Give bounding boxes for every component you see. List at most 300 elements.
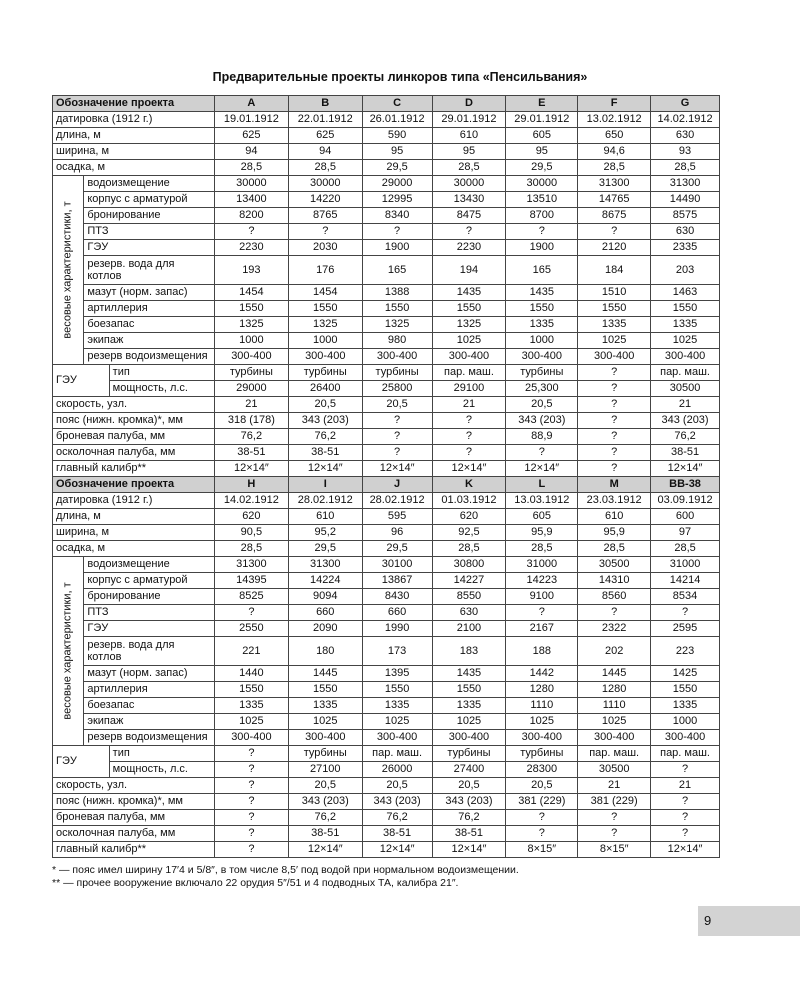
table-cell: 27400 bbox=[432, 762, 506, 778]
table-cell: ? bbox=[432, 224, 506, 240]
table-cell: ? bbox=[432, 429, 506, 445]
table-cell: 29.01.1912 bbox=[432, 112, 506, 128]
weight-row bbox=[53, 682, 720, 698]
table-cell: 27100 bbox=[288, 762, 362, 778]
table-cell: 90,5 bbox=[214, 525, 288, 541]
row-label: осадка, м bbox=[53, 160, 215, 176]
table-cell: 28,5 bbox=[214, 160, 288, 176]
table-cell: 203 bbox=[651, 256, 720, 285]
table-cell: 14310 bbox=[578, 573, 651, 589]
table-cell: 29,5 bbox=[362, 541, 432, 557]
table-cell: 30000 bbox=[506, 176, 578, 192]
table-row bbox=[53, 461, 720, 477]
table-cell: 600 bbox=[651, 509, 720, 525]
row-label: скорость, узл. bbox=[53, 778, 215, 794]
table-cell: 21 bbox=[651, 397, 720, 413]
table-cell: ? bbox=[578, 413, 651, 429]
table-cell: пар. маш. bbox=[651, 365, 720, 381]
table-cell: турбины bbox=[506, 365, 578, 381]
table-cell: ? bbox=[214, 762, 288, 778]
table-cell: 12995 bbox=[362, 192, 432, 208]
table-cell: 26.01.1912 bbox=[362, 112, 432, 128]
row-label: водоизмещение bbox=[84, 557, 215, 573]
project-code: G bbox=[651, 96, 720, 112]
table-cell: 29000 bbox=[214, 381, 288, 397]
table-cell: ? bbox=[578, 826, 651, 842]
table-cell: ? bbox=[578, 381, 651, 397]
table-cell: 19.01.1912 bbox=[214, 112, 288, 128]
row-label: пояс (нижн. кромка)*, мм bbox=[53, 413, 215, 429]
table-cell: пар. маш. bbox=[362, 746, 432, 762]
table-cell: 1025 bbox=[432, 333, 506, 349]
geu-row bbox=[53, 746, 720, 762]
table-cell: 13430 bbox=[432, 192, 506, 208]
table-cell: 8525 bbox=[214, 589, 288, 605]
table-cell: 12×14″ bbox=[362, 461, 432, 477]
table-cell: 1335 bbox=[651, 317, 720, 333]
table-cell: 1900 bbox=[362, 240, 432, 256]
weight-row bbox=[53, 637, 720, 666]
table-cell: 38-51 bbox=[432, 826, 506, 842]
table-cell: 88,9 bbox=[506, 429, 578, 445]
table-cell: 8675 bbox=[578, 208, 651, 224]
table-cell: 31000 bbox=[651, 557, 720, 573]
table-cell: 76,2 bbox=[651, 429, 720, 445]
table-cell: ? bbox=[578, 445, 651, 461]
table-cell: ? bbox=[506, 445, 578, 461]
table-cell: ? bbox=[214, 842, 288, 858]
table-cell: 605 bbox=[506, 509, 578, 525]
page-number: 9 bbox=[704, 913, 712, 928]
weight-row bbox=[53, 730, 720, 746]
table-cell: 2167 bbox=[506, 621, 578, 637]
header-label: Обозначение проекта bbox=[53, 96, 215, 112]
table-cell: 14220 bbox=[288, 192, 362, 208]
table-cell: 300-400 bbox=[651, 349, 720, 365]
table-row bbox=[53, 397, 720, 413]
geu-group-label: ГЭУ bbox=[53, 746, 110, 778]
table-cell: 31300 bbox=[288, 557, 362, 573]
table-cell: 1000 bbox=[506, 333, 578, 349]
table-cell: 610 bbox=[578, 509, 651, 525]
table-cell: 20,5 bbox=[288, 778, 362, 794]
table-cell: 630 bbox=[651, 128, 720, 144]
row-label: мазут (норм. запас) bbox=[84, 666, 215, 682]
table-cell: 30000 bbox=[214, 176, 288, 192]
table-cell: 95,9 bbox=[578, 525, 651, 541]
table-cell: 38-51 bbox=[214, 445, 288, 461]
table-cell: 202 bbox=[578, 637, 651, 666]
row-label: водоизмещение bbox=[84, 176, 215, 192]
table-cell: пар. маш. bbox=[432, 365, 506, 381]
table-cell: ? bbox=[362, 224, 432, 240]
table-cell: 1335 bbox=[578, 317, 651, 333]
table-cell: 38-51 bbox=[288, 445, 362, 461]
table-cell: ? bbox=[214, 810, 288, 826]
row-label: пояс (нижн. кромка)*, мм bbox=[53, 794, 215, 810]
header-row bbox=[53, 477, 720, 493]
table-cell: 14.02.1912 bbox=[214, 493, 288, 509]
row-label: ширина, м bbox=[53, 525, 215, 541]
table-cell: 12×14″ bbox=[214, 461, 288, 477]
table-cell: 14490 bbox=[651, 192, 720, 208]
table-cell: 980 bbox=[362, 333, 432, 349]
table-cell: 29000 bbox=[362, 176, 432, 192]
table-cell: 30500 bbox=[578, 762, 651, 778]
weight-row bbox=[53, 589, 720, 605]
table-cell: 23.03.1912 bbox=[578, 493, 651, 509]
row-label: резерв. вода для котлов bbox=[84, 256, 215, 285]
table-cell: 176 bbox=[288, 256, 362, 285]
table-cell: 180 bbox=[288, 637, 362, 666]
table-cell: 1550 bbox=[651, 682, 720, 698]
row-label: бронирование bbox=[84, 589, 215, 605]
table-cell: 1550 bbox=[578, 301, 651, 317]
table-cell: 1550 bbox=[214, 682, 288, 698]
table-cell: 1325 bbox=[288, 317, 362, 333]
table-row bbox=[53, 810, 720, 826]
table-cell: ? bbox=[578, 810, 651, 826]
table-cell: ? bbox=[578, 224, 651, 240]
table-cell: 30100 bbox=[362, 557, 432, 573]
weight-row bbox=[53, 333, 720, 349]
table-cell: 28,5 bbox=[578, 160, 651, 176]
table-cell: ? bbox=[214, 605, 288, 621]
table-cell: 1550 bbox=[214, 301, 288, 317]
row-label: главный калибр** bbox=[53, 461, 215, 477]
table-cell: 2335 bbox=[651, 240, 720, 256]
row-label: артиллерия bbox=[84, 682, 215, 698]
table-cell: 300-400 bbox=[506, 349, 578, 365]
weight-row bbox=[53, 240, 720, 256]
table-cell: 28,5 bbox=[651, 160, 720, 176]
table-cell: турбины bbox=[432, 746, 506, 762]
table-cell: ? bbox=[651, 605, 720, 621]
table-cell: 12×14″ bbox=[432, 461, 506, 477]
table-cell: 620 bbox=[214, 509, 288, 525]
weight-row bbox=[53, 285, 720, 301]
table-row bbox=[53, 128, 720, 144]
row-label: скорость, узл. bbox=[53, 397, 215, 413]
table-cell: 1440 bbox=[214, 666, 288, 682]
table-cell: 30000 bbox=[288, 176, 362, 192]
table-cell: 1445 bbox=[578, 666, 651, 682]
row-label: ПТЗ bbox=[84, 605, 215, 621]
table-cell: 8×15″ bbox=[578, 842, 651, 858]
table-cell: 14.02.1912 bbox=[651, 112, 720, 128]
table-cell: 1435 bbox=[432, 285, 506, 301]
row-label: резерв водоизмещения bbox=[84, 730, 215, 746]
table-cell: 21 bbox=[432, 397, 506, 413]
table-cell: 183 bbox=[432, 637, 506, 666]
table-cell: 12×14″ bbox=[651, 842, 720, 858]
table-cell: 1395 bbox=[362, 666, 432, 682]
table-cell: ? bbox=[578, 365, 651, 381]
row-label: ширина, м bbox=[53, 144, 215, 160]
table-cell: 590 bbox=[362, 128, 432, 144]
table-cell: 1435 bbox=[506, 285, 578, 301]
table-cell: ? bbox=[362, 429, 432, 445]
table-cell: ? bbox=[214, 746, 288, 762]
table-cell: 28,5 bbox=[506, 541, 578, 557]
table-cell: 1442 bbox=[506, 666, 578, 682]
row-label: бронирование bbox=[84, 208, 215, 224]
geu-row bbox=[53, 365, 720, 381]
row-label: осколочная палуба, мм bbox=[53, 445, 215, 461]
row-label: броневая палуба, мм bbox=[53, 429, 215, 445]
table-cell: 1550 bbox=[362, 682, 432, 698]
geu-row bbox=[53, 762, 720, 778]
table-cell: 12×14″ bbox=[288, 461, 362, 477]
weight-row bbox=[53, 666, 720, 682]
table-cell: 1000 bbox=[288, 333, 362, 349]
table-cell: 12×14″ bbox=[362, 842, 432, 858]
table-cell: 8340 bbox=[362, 208, 432, 224]
table-cell: 1335 bbox=[506, 317, 578, 333]
table-row bbox=[53, 842, 720, 858]
table-cell: 300-400 bbox=[288, 349, 362, 365]
table-cell: 38-51 bbox=[288, 826, 362, 842]
table-cell: 8550 bbox=[432, 589, 506, 605]
table-row bbox=[53, 541, 720, 557]
table-cell: 630 bbox=[432, 605, 506, 621]
table-cell: ? bbox=[432, 445, 506, 461]
table-row bbox=[53, 112, 720, 128]
table-cell: 1990 bbox=[362, 621, 432, 637]
table-cell: 1900 bbox=[506, 240, 578, 256]
table-cell: 01.03.1912 bbox=[432, 493, 506, 509]
table-cell: 20,5 bbox=[288, 397, 362, 413]
table-cell: ? bbox=[578, 605, 651, 621]
row-label: длина, м bbox=[53, 128, 215, 144]
table-cell: 94 bbox=[214, 144, 288, 160]
row-label: корпус с арматурой bbox=[84, 573, 215, 589]
table-cell: 9100 bbox=[506, 589, 578, 605]
weights-group-label bbox=[53, 557, 84, 746]
row-label: боезапас bbox=[84, 317, 215, 333]
table-cell: 1425 bbox=[651, 666, 720, 682]
project-code: L bbox=[506, 477, 578, 493]
project-code: M bbox=[578, 477, 651, 493]
row-label: датировка (1912 г.) bbox=[53, 493, 215, 509]
table-cell: 20,5 bbox=[362, 778, 432, 794]
table-cell: 1335 bbox=[288, 698, 362, 714]
table-cell: 660 bbox=[362, 605, 432, 621]
table-cell: ? bbox=[288, 224, 362, 240]
table-cell: 2595 bbox=[651, 621, 720, 637]
table-cell: 2100 bbox=[432, 621, 506, 637]
weight-row bbox=[53, 349, 720, 365]
table-cell: 1550 bbox=[288, 682, 362, 698]
table-cell: 1550 bbox=[651, 301, 720, 317]
table-cell: ? bbox=[214, 778, 288, 794]
table-cell: 29,5 bbox=[288, 541, 362, 557]
table-cell: 300-400 bbox=[214, 730, 288, 746]
project-code: BB-38 bbox=[651, 477, 720, 493]
table-cell: турбины bbox=[288, 746, 362, 762]
table-cell: ? bbox=[651, 762, 720, 778]
footnote-2: ** — прочее вооружение включало 22 орудия 5″/51 и 4 подводных ТА, калибра 21″. bbox=[52, 877, 459, 889]
table-cell: 92,5 bbox=[432, 525, 506, 541]
table-cell: 188 bbox=[506, 637, 578, 666]
table-cell: 194 bbox=[432, 256, 506, 285]
table-cell: 95 bbox=[506, 144, 578, 160]
weight-row bbox=[53, 176, 720, 192]
weight-row bbox=[53, 256, 720, 285]
table-cell: 1454 bbox=[214, 285, 288, 301]
table-cell: ? bbox=[651, 810, 720, 826]
table-cell: 28,5 bbox=[578, 541, 651, 557]
table-cell: 9094 bbox=[288, 589, 362, 605]
table-cell: 2230 bbox=[214, 240, 288, 256]
table-cell: 1325 bbox=[432, 317, 506, 333]
table-cell: 2322 bbox=[578, 621, 651, 637]
table-cell: 14224 bbox=[288, 573, 362, 589]
table-cell: 165 bbox=[506, 256, 578, 285]
table-cell: 21 bbox=[578, 778, 651, 794]
table-cell: 93 bbox=[651, 144, 720, 160]
vertical-label: весовые характеристики, т bbox=[61, 582, 74, 720]
table-row bbox=[53, 794, 720, 810]
row-label: резерв водоизмещения bbox=[84, 349, 215, 365]
row-label: экипаж bbox=[84, 714, 215, 730]
table-cell: 605 bbox=[506, 128, 578, 144]
table-cell: 28,5 bbox=[651, 541, 720, 557]
table-cell: 1025 bbox=[506, 714, 578, 730]
table-cell: 28,5 bbox=[214, 541, 288, 557]
row-label: экипаж bbox=[84, 333, 215, 349]
table-cell: ? bbox=[362, 413, 432, 429]
table-cell: 1025 bbox=[362, 714, 432, 730]
table-cell: 1025 bbox=[578, 333, 651, 349]
table-cell: 300-400 bbox=[432, 730, 506, 746]
table-cell: 620 bbox=[432, 509, 506, 525]
footnote-1: * — пояс имел ширину 17′4 и 5/8″, в том числе 8,5′ под водой при нормальном водоизмещении. bbox=[52, 864, 519, 876]
table-row bbox=[53, 493, 720, 509]
row-label: корпус с арматурой bbox=[84, 192, 215, 208]
table-cell: турбины bbox=[506, 746, 578, 762]
table-cell: 8200 bbox=[214, 208, 288, 224]
table-cell: 94,6 bbox=[578, 144, 651, 160]
table-cell: 25,300 bbox=[506, 381, 578, 397]
weight-row bbox=[53, 317, 720, 333]
table-cell: 8575 bbox=[651, 208, 720, 224]
table-cell: 76,2 bbox=[288, 810, 362, 826]
table-cell: ? bbox=[214, 794, 288, 810]
row-label: тип bbox=[109, 365, 214, 381]
table-cell: 1510 bbox=[578, 285, 651, 301]
table-cell: 76,2 bbox=[214, 429, 288, 445]
table-cell: 12×14″ bbox=[506, 461, 578, 477]
table-cell: 1025 bbox=[651, 333, 720, 349]
table-cell: 28300 bbox=[506, 762, 578, 778]
project-code: E bbox=[506, 96, 578, 112]
table-cell: 625 bbox=[288, 128, 362, 144]
table-cell: 13400 bbox=[214, 192, 288, 208]
weight-row bbox=[53, 605, 720, 621]
table-cell: 610 bbox=[432, 128, 506, 144]
footnotes bbox=[52, 864, 519, 890]
table-title: Предварительные проекты линкоров типа «Пенсильвания» bbox=[212, 70, 588, 84]
table-cell: 343 (203) bbox=[432, 794, 506, 810]
table-cell: 300-400 bbox=[578, 730, 651, 746]
table-cell: 1335 bbox=[432, 698, 506, 714]
table-cell: 28.02.1912 bbox=[362, 493, 432, 509]
table-cell: 94 bbox=[288, 144, 362, 160]
row-label: тип bbox=[109, 746, 214, 762]
table-cell: 165 bbox=[362, 256, 432, 285]
table-cell: 21 bbox=[651, 778, 720, 794]
table-cell: 8765 bbox=[288, 208, 362, 224]
table-cell: 2550 bbox=[214, 621, 288, 637]
table-cell: 343 (203) bbox=[651, 413, 720, 429]
table-cell: 343 (203) bbox=[288, 794, 362, 810]
row-label: мощность, л.с. bbox=[109, 762, 214, 778]
table-cell: 14765 bbox=[578, 192, 651, 208]
table-cell: 343 (203) bbox=[506, 413, 578, 429]
table-cell: 38-51 bbox=[362, 826, 432, 842]
table-cell: 2090 bbox=[288, 621, 362, 637]
table-cell: ? bbox=[578, 429, 651, 445]
project-code: D bbox=[432, 96, 506, 112]
table-cell: 12×14″ bbox=[288, 842, 362, 858]
row-label: осадка, м bbox=[53, 541, 215, 557]
project-code: A bbox=[214, 96, 288, 112]
table-cell: 1388 bbox=[362, 285, 432, 301]
table-cell: 1454 bbox=[288, 285, 362, 301]
project-code: I bbox=[288, 477, 362, 493]
table-cell: 1280 bbox=[506, 682, 578, 698]
table-cell: 300-400 bbox=[651, 730, 720, 746]
row-label: главный калибр** bbox=[53, 842, 215, 858]
table-cell: турбины bbox=[288, 365, 362, 381]
weight-row bbox=[53, 698, 720, 714]
table-cell: 173 bbox=[362, 637, 432, 666]
table-cell: ? bbox=[214, 826, 288, 842]
table-row bbox=[53, 160, 720, 176]
table-cell: 300-400 bbox=[432, 349, 506, 365]
table-cell: 1550 bbox=[288, 301, 362, 317]
table-cell: 1335 bbox=[651, 698, 720, 714]
battleship-projects-table bbox=[52, 95, 720, 858]
table-cell: 20,5 bbox=[362, 397, 432, 413]
row-label: датировка (1912 г.) bbox=[53, 112, 215, 128]
table-cell: 223 bbox=[651, 637, 720, 666]
table-cell: ? bbox=[432, 413, 506, 429]
table-row bbox=[53, 826, 720, 842]
table-cell: 38-51 bbox=[651, 445, 720, 461]
project-code: C bbox=[362, 96, 432, 112]
table-cell: 14223 bbox=[506, 573, 578, 589]
geu-group-label: ГЭУ bbox=[53, 365, 110, 397]
table-cell: 8534 bbox=[651, 589, 720, 605]
table-cell: 1335 bbox=[362, 698, 432, 714]
table-cell: 610 bbox=[288, 509, 362, 525]
table-cell: пар. маш. bbox=[578, 746, 651, 762]
table-cell: 31300 bbox=[214, 557, 288, 573]
table-cell: 381 (229) bbox=[578, 794, 651, 810]
table-cell: 28,5 bbox=[432, 160, 506, 176]
table-cell: 193 bbox=[214, 256, 288, 285]
table-cell: 1325 bbox=[214, 317, 288, 333]
table-cell: 31300 bbox=[578, 176, 651, 192]
row-label: ГЭУ bbox=[84, 621, 215, 637]
table-cell: 1000 bbox=[651, 714, 720, 730]
table-row bbox=[53, 445, 720, 461]
table-cell: 1110 bbox=[578, 698, 651, 714]
table-row bbox=[53, 429, 720, 445]
weight-row bbox=[53, 208, 720, 224]
